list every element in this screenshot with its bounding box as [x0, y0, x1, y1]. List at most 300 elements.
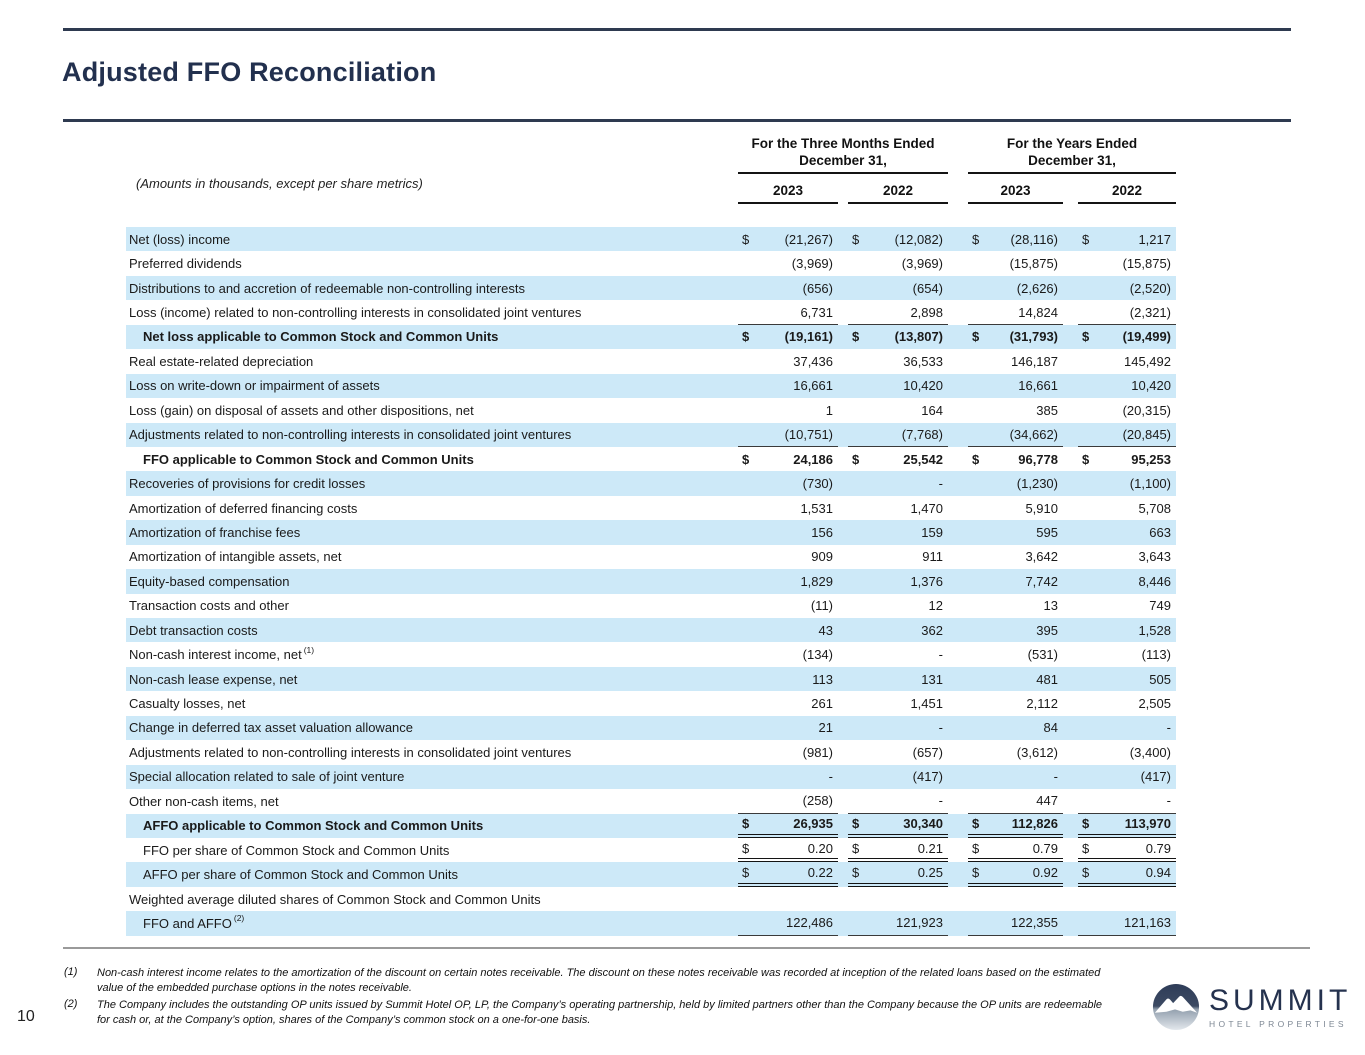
row-label: Loss (gain) on disposal of assets and other dispositions, net [129, 402, 474, 418]
column-gap [948, 251, 968, 275]
cell-value: 3,643 [1138, 549, 1171, 565]
column-gap [1063, 911, 1078, 935]
cell-value: 121,923 [896, 915, 943, 931]
cell-value: 0.79 [1032, 840, 1058, 856]
column-gap [838, 667, 848, 691]
row-label-cell [126, 691, 738, 715]
dollar-sign: $ [1082, 865, 1090, 881]
cell-value: (531) [1027, 647, 1058, 663]
cell-q4-2023 [738, 545, 838, 569]
cell-value: 43 [818, 622, 833, 638]
cell-value: (19,499) [1122, 329, 1171, 345]
cell-value: (417) [912, 769, 943, 785]
table-row [126, 911, 1176, 935]
cell-value: 2,112 [1026, 696, 1058, 712]
cell-value: 1,451 [910, 696, 943, 712]
dollar-sign: $ [742, 231, 750, 247]
column-gap [948, 642, 968, 666]
cell-fy-2023 [968, 691, 1063, 715]
cell-value: (654) [912, 280, 943, 296]
cell-value: 24,186 [793, 451, 833, 467]
column-gap [838, 765, 848, 789]
dollar-sign: $ [852, 451, 860, 467]
column-gap [1063, 667, 1078, 691]
cell-value: - [828, 769, 833, 785]
col-group-years-ended [968, 135, 1176, 174]
row-label-cell [126, 862, 738, 886]
table-row [126, 594, 1176, 618]
cell-q4-2023 [738, 276, 838, 300]
cell-q4-2023 [738, 227, 838, 251]
footnotes [64, 966, 1109, 1029]
column-gap [838, 325, 848, 349]
row-label: Debt transaction costs [129, 622, 258, 638]
cell-value: (981) [802, 744, 833, 760]
column-gap [838, 740, 848, 764]
cell-fy-2022 [1078, 716, 1176, 740]
column-gap [1063, 789, 1078, 813]
column-gap [1063, 740, 1078, 764]
column-gap [1063, 496, 1078, 520]
cell-fy-2023 [968, 887, 1063, 911]
row-label-cell [126, 496, 738, 520]
column-gap [838, 642, 848, 666]
column-gap [838, 594, 848, 618]
cell-fy-2022 [1078, 227, 1176, 251]
title-rule [63, 119, 1291, 122]
cell-value: 261 [811, 696, 833, 712]
row-label: Casualty losses, net [129, 696, 246, 712]
table-row [126, 227, 1176, 251]
footnote-2 [64, 998, 1109, 1028]
dollar-sign: $ [972, 329, 980, 345]
dollar-sign: $ [852, 816, 860, 832]
column-gap [948, 740, 968, 764]
row-label-cell [126, 251, 738, 275]
cell-value: 30,340 [903, 816, 943, 832]
cell-value: (730) [802, 476, 833, 492]
cell-q4-2023 [738, 594, 838, 618]
table-row [126, 496, 1176, 520]
cell-value: 749 [1149, 598, 1171, 614]
cell-q4-2022 [848, 740, 948, 764]
cell-q4-2023 [738, 251, 838, 275]
row-label: Non-cash lease expense, net [129, 671, 298, 687]
column-gap [1063, 594, 1078, 618]
column-gap [948, 569, 968, 593]
cell-value: (12,082) [894, 231, 943, 247]
table-row [126, 887, 1176, 911]
cell-fy-2022 [1078, 398, 1176, 422]
column-gap [838, 545, 848, 569]
cell-value: 145,492 [1124, 353, 1171, 369]
row-label-cell [126, 642, 738, 666]
column-gap [838, 520, 848, 544]
cell-value: (11) [810, 598, 833, 614]
cell-value: 156 [811, 524, 833, 540]
cell-value: 663 [1149, 524, 1171, 540]
cell-q4-2022 [848, 251, 948, 275]
row-label-cell [126, 423, 738, 447]
row-label-cell [126, 740, 738, 764]
cell-q4-2023 [738, 642, 838, 666]
cell-fy-2023 [968, 276, 1063, 300]
cell-value: (3,612) [1016, 744, 1058, 760]
cell-value: (20,845) [1122, 426, 1171, 442]
row-label-cell [126, 838, 738, 862]
cell-value: - [1053, 769, 1058, 785]
logo-name: SUMMIT [1209, 983, 1352, 1017]
dollar-sign: $ [742, 451, 750, 467]
column-gap [948, 496, 968, 520]
cell-fy-2023 [968, 594, 1063, 618]
cell-value: 385 [1036, 402, 1058, 418]
cell-value: (34,662) [1009, 426, 1058, 442]
column-gap [838, 496, 848, 520]
cell-q4-2022 [848, 911, 948, 935]
cell-value: 8,446 [1138, 573, 1171, 589]
cell-q4-2023 [738, 911, 838, 935]
cell-fy-2023 [968, 618, 1063, 642]
cell-q4-2023 [738, 325, 838, 349]
column-gap [838, 887, 848, 911]
column-gap [948, 300, 968, 324]
cell-fy-2023 [968, 325, 1063, 349]
cell-q4-2023 [738, 423, 838, 447]
row-label-cell [126, 911, 738, 935]
row-label-cell [126, 814, 738, 838]
column-gap [948, 227, 968, 251]
cell-q4-2022 [848, 471, 948, 495]
footnote-1 [64, 966, 1109, 996]
footnote-marker: (1) [64, 966, 78, 978]
column-gap [948, 398, 968, 422]
column-gap [838, 911, 848, 935]
cell-fy-2023 [968, 838, 1063, 862]
cell-fy-2022 [1078, 520, 1176, 544]
cell-fy-2022 [1078, 740, 1176, 764]
cell-value: (15,875) [1122, 256, 1171, 272]
top-rule [63, 28, 1291, 31]
cell-q4-2022 [848, 691, 948, 715]
column-gap [948, 716, 968, 740]
row-label-cell [126, 520, 738, 544]
table-row [126, 667, 1176, 691]
table-row [126, 325, 1176, 349]
cell-value: (134) [802, 647, 833, 663]
row-label: Recoveries of provisions for credit losses [129, 476, 366, 492]
cell-fy-2022 [1078, 276, 1176, 300]
col-group-line1: For the Three Months Ended [751, 136, 935, 151]
row-label-cell [126, 716, 738, 740]
cell-value: 13 [1043, 598, 1058, 614]
cell-value: 131 [921, 671, 943, 687]
cell-fy-2023 [968, 862, 1063, 886]
cell-q4-2022 [848, 838, 948, 862]
column-gap [838, 423, 848, 447]
cell-fy-2022 [1078, 618, 1176, 642]
column-gap [1063, 325, 1078, 349]
row-label-cell [126, 325, 738, 349]
column-gap [1063, 569, 1078, 593]
row-label-cell [126, 667, 738, 691]
cell-value: 26,935 [793, 816, 833, 832]
cell-value: 1,470 [910, 500, 943, 516]
cell-value: (1,100) [1129, 476, 1171, 492]
col-group-line2: December 31, [799, 153, 887, 168]
column-gap [1063, 227, 1078, 251]
table-row [126, 814, 1176, 838]
column-gap [838, 618, 848, 642]
cell-value: 1,217 [1138, 231, 1171, 247]
cell-q4-2023 [738, 691, 838, 715]
row-label: Change in deferred tax asset valuation allowance [129, 720, 414, 736]
cell-q4-2023 [738, 520, 838, 544]
cell-fy-2022 [1078, 814, 1176, 838]
row-label-cell [126, 887, 738, 911]
column-gap [948, 520, 968, 544]
cell-fy-2022 [1078, 325, 1176, 349]
column-gap [948, 594, 968, 618]
row-label: AFFO per share of Common Stock and Common Units [143, 867, 459, 883]
column-gap [838, 814, 848, 838]
cell-fy-2023 [968, 251, 1063, 275]
cell-value: 1,829 [800, 573, 833, 589]
cell-fy-2022 [1078, 349, 1176, 373]
cell-fy-2022 [1078, 545, 1176, 569]
table-row [126, 545, 1176, 569]
footnote-ref: (1) [303, 644, 315, 655]
row-label: Other non-cash items, net [129, 793, 279, 809]
row-label-cell [126, 398, 738, 422]
dollar-sign: $ [972, 451, 980, 467]
dollar-sign: $ [742, 840, 750, 856]
column-gap [838, 569, 848, 593]
row-label-cell [126, 545, 738, 569]
cell-value: - [938, 647, 943, 663]
cell-q4-2023 [738, 349, 838, 373]
column-gap [1063, 349, 1078, 373]
cell-value: 911 [922, 549, 943, 565]
cell-fy-2023 [968, 814, 1063, 838]
cell-fy-2023 [968, 423, 1063, 447]
cell-fy-2022 [1078, 471, 1176, 495]
cell-value: 0.21 [917, 840, 943, 856]
table-row [126, 374, 1176, 398]
row-label: Loss (income) related to non-controlling interests in consolidated joint ventures [129, 305, 582, 321]
cell-value: (3,969) [791, 256, 833, 272]
row-label: Amortization of deferred financing costs [129, 500, 358, 516]
column-gap [948, 667, 968, 691]
dollar-sign: $ [1082, 816, 1090, 832]
column-gap [948, 374, 968, 398]
row-label-cell [126, 569, 738, 593]
cell-q4-2022 [848, 887, 948, 911]
column-gap [1063, 520, 1078, 544]
column-gap [838, 276, 848, 300]
cell-value: 146,187 [1011, 353, 1058, 369]
cell-fy-2023 [968, 520, 1063, 544]
cell-fy-2022 [1078, 642, 1176, 666]
cell-value: (3,969) [901, 256, 943, 272]
row-label-cell [126, 349, 738, 373]
row-label: Preferred dividends [129, 256, 242, 272]
cell-value: - [1166, 793, 1171, 809]
table-row [126, 447, 1176, 471]
row-label: FFO applicable to Common Stock and Common Units [143, 451, 474, 467]
cell-value: 1 [825, 402, 833, 418]
column-gap [1063, 862, 1078, 886]
row-label-cell [126, 765, 738, 789]
cell-q4-2023 [738, 765, 838, 789]
cell-q4-2023 [738, 838, 838, 862]
table-row [126, 300, 1176, 324]
cell-value: 159 [921, 524, 943, 540]
column-gap [1063, 838, 1078, 862]
column-gap [1063, 618, 1078, 642]
column-gap [838, 374, 848, 398]
cell-value: 595 [1036, 524, 1058, 540]
footnote-text: Non-cash interest income relates to the amortization of the discount on certain notes receivable. The discount on these notes receivable was recorded at inception of the related loans based on the estimated value of the embedded purchase options in the notes receivable. [97, 967, 1101, 994]
column-gap [1063, 545, 1078, 569]
column-gap [948, 276, 968, 300]
cell-fy-2023 [968, 642, 1063, 666]
year-header-q-2022: 2022 [848, 178, 948, 204]
amounts-note: (Amounts in thousands, except per share metrics) [136, 176, 423, 191]
cell-q4-2022 [848, 325, 948, 349]
cell-q4-2022 [848, 618, 948, 642]
cell-fy-2023 [968, 300, 1063, 324]
column-gap [1063, 691, 1078, 715]
column-gap [1063, 765, 1078, 789]
cell-value: 96,778 [1018, 451, 1058, 467]
cell-q4-2022 [848, 594, 948, 618]
dollar-sign: $ [1082, 231, 1090, 247]
cell-q4-2023 [738, 887, 838, 911]
row-label: AFFO applicable to Common Stock and Common Units [143, 818, 484, 834]
cell-fy-2022 [1078, 765, 1176, 789]
cell-value: 112,826 [1011, 816, 1058, 832]
column-gap [838, 398, 848, 422]
cell-value: - [1166, 720, 1171, 736]
column-gap [948, 325, 968, 349]
row-label: Transaction costs and other [129, 598, 289, 614]
cell-value: 5,708 [1138, 500, 1171, 516]
cell-value: (15,875) [1009, 256, 1058, 272]
table-row [126, 251, 1176, 275]
cell-value: 0.25 [917, 865, 943, 881]
cell-value: 164 [921, 402, 943, 418]
cell-value: 1,531 [800, 500, 833, 516]
cell-value: (656) [802, 280, 833, 296]
cell-value: (417) [1140, 769, 1171, 785]
cell-fy-2022 [1078, 594, 1176, 618]
cell-q4-2023 [738, 398, 838, 422]
dollar-sign: $ [1082, 451, 1090, 467]
cell-value: (13,807) [894, 329, 943, 345]
cell-value: 121,163 [1124, 915, 1171, 931]
column-gap [838, 716, 848, 740]
column-gap [838, 789, 848, 813]
row-label-cell [126, 618, 738, 642]
cell-value: 16,661 [793, 378, 833, 394]
row-label: Special allocation related to sale of joint venture [129, 769, 405, 785]
table-row [126, 765, 1176, 789]
dollar-sign: $ [972, 840, 980, 856]
table-row [126, 276, 1176, 300]
row-label-cell [126, 227, 738, 251]
cell-value: 2,505 [1138, 696, 1171, 712]
footnote-marker: (2) [64, 997, 78, 1010]
cell-value: - [938, 476, 943, 492]
cell-q4-2022 [848, 862, 948, 886]
table-row [126, 642, 1176, 666]
row-label: Net (loss) income [129, 231, 231, 247]
column-gap [838, 471, 848, 495]
table-row [126, 471, 1176, 495]
row-label: Adjustments related to non-controlling interests in consolidated joint ventures [129, 744, 572, 760]
cell-q4-2022 [848, 496, 948, 520]
column-gap [948, 887, 968, 911]
cell-q4-2022 [848, 569, 948, 593]
cell-value: (113) [1141, 647, 1171, 663]
dollar-sign: $ [742, 816, 750, 832]
dollar-sign: $ [852, 865, 860, 881]
cell-fy-2023 [968, 740, 1063, 764]
cell-value: 909 [811, 549, 833, 565]
cell-q4-2023 [738, 862, 838, 886]
cell-q4-2022 [848, 765, 948, 789]
cell-fy-2022 [1078, 374, 1176, 398]
cell-fy-2022 [1078, 862, 1176, 886]
cell-q4-2022 [848, 300, 948, 324]
row-label: FFO per share of Common Stock and Common Units [143, 842, 450, 858]
summit-logo [1152, 983, 1351, 1031]
footnote-divider [63, 947, 1310, 949]
cell-value: (2,520) [1129, 280, 1171, 296]
table-row [126, 618, 1176, 642]
cell-value: 113,970 [1124, 816, 1171, 832]
column-gap [948, 838, 968, 862]
row-label: Real estate-related depreciation [129, 353, 314, 369]
cell-value: 37,436 [793, 353, 833, 369]
cell-q4-2022 [848, 349, 948, 373]
table-row [126, 569, 1176, 593]
cell-q4-2022 [848, 789, 948, 813]
cell-q4-2023 [738, 814, 838, 838]
cell-value: 36,533 [903, 353, 943, 369]
cell-value: 447 [1036, 793, 1058, 809]
cell-value: 16,661 [1018, 378, 1058, 394]
cell-value: 84 [1043, 720, 1058, 736]
cell-fy-2022 [1078, 667, 1176, 691]
column-gap [948, 789, 968, 813]
cell-q4-2023 [738, 300, 838, 324]
cell-value: 1,376 [910, 573, 943, 589]
cell-q4-2022 [848, 374, 948, 398]
table-row [126, 520, 1176, 544]
year-header-q-2023: 2023 [738, 178, 838, 204]
column-gap [1063, 374, 1078, 398]
dollar-sign: $ [742, 329, 750, 345]
table-row [126, 740, 1176, 764]
dollar-sign: $ [742, 865, 750, 881]
cell-q4-2023 [738, 569, 838, 593]
row-label: Equity-based compensation [129, 573, 290, 589]
cell-value: (28,116) [1010, 231, 1058, 247]
cell-q4-2022 [848, 398, 948, 422]
dollar-sign: $ [852, 231, 860, 247]
